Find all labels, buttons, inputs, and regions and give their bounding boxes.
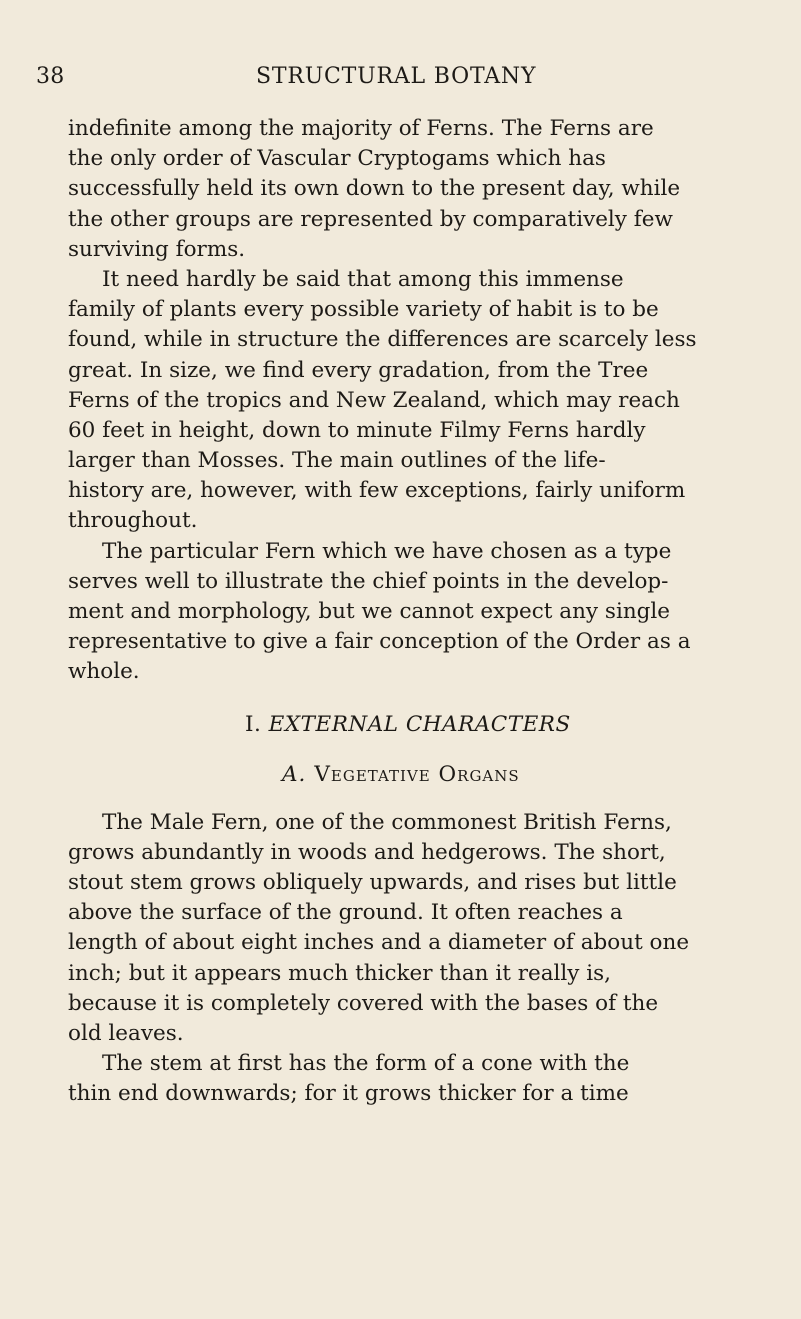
text-line: successfully held its own down to the present day, while xyxy=(68,176,681,202)
text-line: great. In size, we find every gradation, from the Tree xyxy=(68,357,649,383)
text-line: The Male Fern, one of the commonest British Ferns, xyxy=(102,809,672,835)
text-line: the only order of Vascular Cryptogams which has xyxy=(68,146,606,172)
text-line: old leaves. xyxy=(68,1020,184,1046)
text-line: length of about eight inches and a diameter of about one xyxy=(68,930,690,956)
text-line: inch; but it appears much thicker than it really is, xyxy=(68,960,612,986)
text-line: the other groups are represented by comparatively few xyxy=(68,206,673,232)
section-heading xyxy=(68,688,738,760)
text-line: larger than Mosses. The main outlines of the life- xyxy=(68,448,606,474)
text-line: It need hardly be said that among this immense xyxy=(102,266,624,292)
subsection-letter: A. xyxy=(282,761,307,787)
text-line: Ferns of the tropics and New Zealand, which may reach xyxy=(68,387,680,413)
text-line: throughout. xyxy=(68,508,198,534)
text-line: because it is completely covered with the bases of the xyxy=(68,990,659,1016)
text-line: family of plants every possible variety of habit is to be xyxy=(68,297,659,323)
text-line: serves well to illustrate the chief points in the develop- xyxy=(68,568,669,594)
text-line: history are, however, with few exceptions, fairly uniform xyxy=(68,478,686,504)
subsection-title: Vegetative Organs xyxy=(314,761,520,787)
text-line: whole. xyxy=(68,659,140,685)
text-line: thin end downwards; for it grows thicker for a time xyxy=(68,1081,629,1107)
body-text xyxy=(68,114,738,1109)
section-title: EXTERNAL CHARACTERS xyxy=(268,711,571,737)
page-number: 38 xyxy=(36,64,65,89)
text-line: ment and morphology, but we cannot expect any single xyxy=(68,599,671,624)
text-line: The stem at first has the form of a cone with the xyxy=(102,1051,630,1077)
text-line: stout stem grows obliquely upwards, and rises but little xyxy=(68,869,677,895)
running-title: STRUCTURAL BOTANY xyxy=(256,64,537,89)
text-line: indefinite among the majority of Ferns. The Ferns are xyxy=(68,116,654,141)
text-line: The particular Fern which we have chosen as a type xyxy=(102,538,672,564)
text-line: surviving forms. xyxy=(68,236,246,262)
text-line: 60 feet in height, down to minute Filmy Ferns hardly xyxy=(68,417,646,443)
text-line: above the surface of the ground. It often reaches a xyxy=(68,900,623,926)
section-number: I. xyxy=(245,711,262,737)
text-line: grows abundantly in woods and hedgerows. The short, xyxy=(68,839,666,865)
subsection-heading xyxy=(68,760,738,808)
text-line: found, while in structure the differences are scarcely less xyxy=(68,327,697,353)
text-line: representative to give a fair conception of the Order as a xyxy=(68,629,691,655)
running-head xyxy=(0,0,801,120)
